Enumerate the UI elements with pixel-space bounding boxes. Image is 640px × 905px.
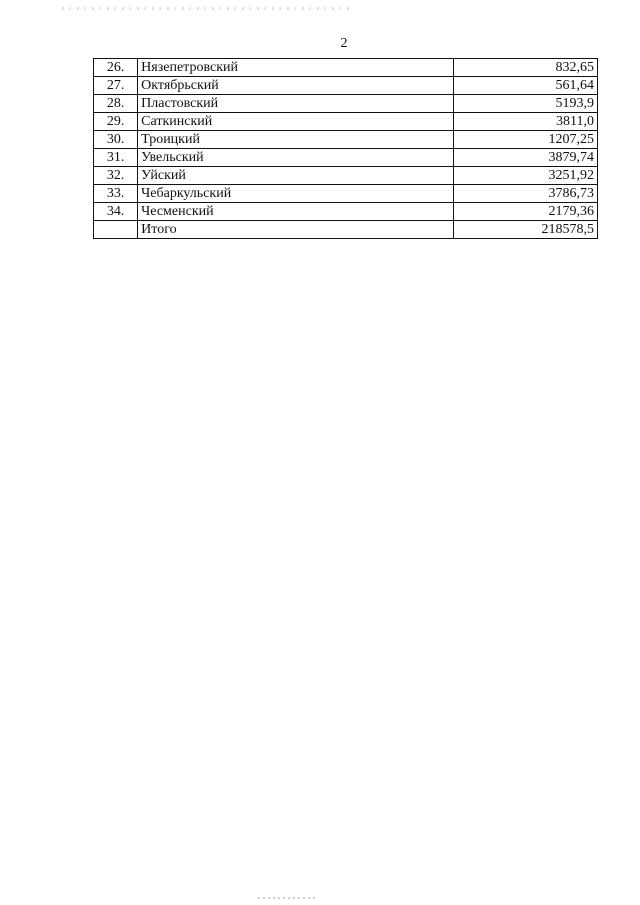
table-row <box>94 167 598 185</box>
district-name: Нязепетровский <box>138 59 454 77</box>
row-number: 32. <box>94 167 138 185</box>
scan-artifact-bottom <box>258 897 318 899</box>
district-name: Уйский <box>138 167 454 185</box>
district-name: Чебаркульский <box>138 185 454 203</box>
table-row <box>94 185 598 203</box>
district-table <box>93 58 598 239</box>
district-value: 3811,0 <box>454 113 598 131</box>
district-value: 2179,36 <box>454 203 598 221</box>
district-value: 1207,25 <box>454 131 598 149</box>
table-body <box>94 59 598 239</box>
district-value: 3786,73 <box>454 185 598 203</box>
row-number: 30. <box>94 131 138 149</box>
district-value: 3251,92 <box>454 167 598 185</box>
row-number: 34. <box>94 203 138 221</box>
district-value: 561,64 <box>454 77 598 95</box>
district-value: 832,65 <box>454 59 598 77</box>
row-number: 29. <box>94 113 138 131</box>
row-number: 26. <box>94 59 138 77</box>
district-name: Саткинский <box>138 113 454 131</box>
district-value: 3879,74 <box>454 149 598 167</box>
total-number <box>94 221 138 239</box>
table-row <box>94 131 598 149</box>
table-row <box>94 59 598 77</box>
total-row <box>94 221 598 239</box>
table-row <box>94 203 598 221</box>
row-number: 27. <box>94 77 138 95</box>
district-name: Пластовский <box>138 95 454 113</box>
table-row <box>94 113 598 131</box>
table-row <box>94 149 598 167</box>
district-name: Увельский <box>138 149 454 167</box>
total-label: Итого <box>138 221 454 239</box>
page-number: 2 <box>340 36 348 51</box>
district-name: Троицкий <box>138 131 454 149</box>
table-row <box>94 95 598 113</box>
table-row <box>94 77 598 95</box>
row-number: 33. <box>94 185 138 203</box>
row-number: 31. <box>94 149 138 167</box>
row-number: 28. <box>94 95 138 113</box>
district-name: Чесменский <box>138 203 454 221</box>
district-name: Октябрьский <box>138 77 454 95</box>
district-value: 5193,9 <box>454 95 598 113</box>
scan-artifact <box>62 7 352 10</box>
total-value: 218578,5 <box>454 221 598 239</box>
